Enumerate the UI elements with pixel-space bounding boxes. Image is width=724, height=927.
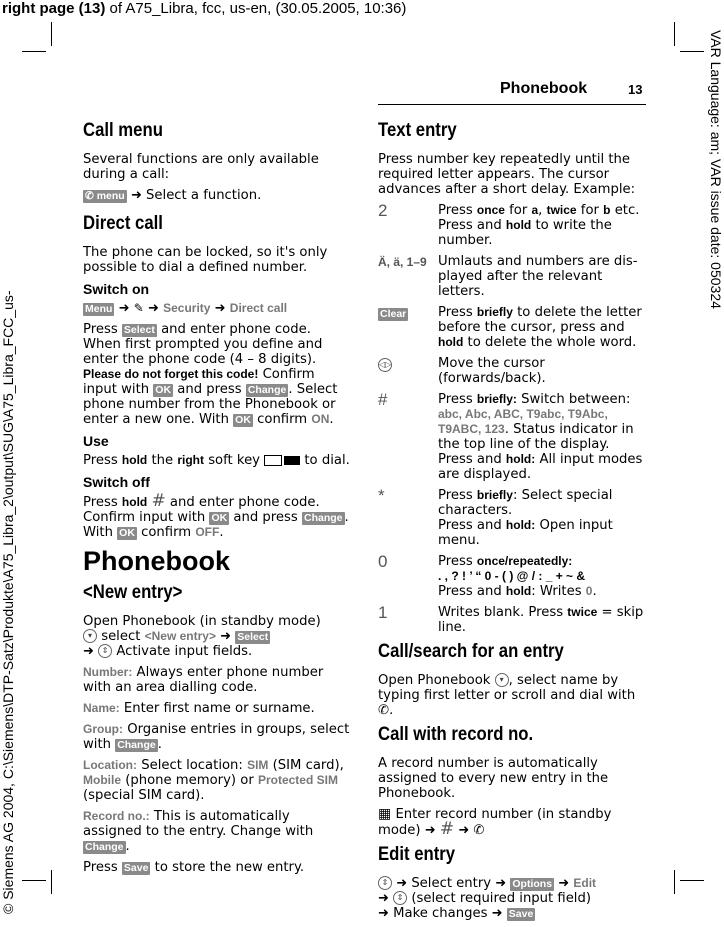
nav-left-right-icon: ◁▷ <box>378 358 392 372</box>
switch-on-heading: Switch on <box>83 281 150 297</box>
softkey-icon <box>264 455 282 466</box>
keypad-icon: ▦ <box>378 806 392 822</box>
call-key-icon: ✆ <box>473 823 485 838</box>
table-row: Ä, ä, 1–9 Umlauts and numbers are displayed after the relevant letters. <box>378 254 638 299</box>
save-line: Press Save to store the new entry. <box>83 860 305 875</box>
header-rule <box>378 104 646 105</box>
call-record-heading: Call with record no. <box>378 724 534 745</box>
table-row: 0 Press once/repeatedly: . , ? ! ’ “ 0 - ( ) @ / : _ + ~ & Press and hold: Writes 0. <box>378 552 597 599</box>
nav-updown-icon: ⇕ <box>393 891 407 905</box>
table-row: 1 Writes blank. Press twice = skip line. <box>378 603 644 635</box>
nav-down-icon: ▾ <box>495 673 509 687</box>
page-title: Phonebook <box>500 80 588 97</box>
vertical-left-note: © Siemens AG 2004, C:\Siemens\DTP-Satz\Produkte\A75_Libra_2\output\SUG\A75_Libra_FCC_us- <box>0 290 16 914</box>
crop-mark <box>51 870 52 894</box>
field-group: Group: Organise entries in groups, select with Change . <box>83 722 350 752</box>
right-column <box>378 120 646 927</box>
text-entry-table <box>378 203 646 641</box>
print-header: right page (13) of A75_Libra, fcc, us-en, (30.05.2005, 10:36) <box>2 0 407 17</box>
crop-mark <box>680 880 704 881</box>
table-row: Clear Press briefly to delete the letter before the cursor, press and hold to delete the whole word. <box>380 305 642 350</box>
use-paragraph: Press hold the right soft key to dial. <box>83 453 350 468</box>
text-entry-body: Press number key repeatedly until the required letter appears. The cursor advances after a short delay. Example: <box>378 152 636 197</box>
field-name: Name: Enter first name or surname. <box>83 701 315 716</box>
call-record-body: A record number is automatically assigned to every new entry in the Phonebook. <box>378 756 609 801</box>
use-heading: Use <box>83 433 109 449</box>
crop-mark <box>674 870 675 894</box>
direct-call-body: The phone can be locked, so it's only possible to dial a defined number. <box>83 245 328 275</box>
edit-entry-steps: ⇕ ➜ Select entry ➜ Options ➜ Edit ➜ ⇕ (select required input field) ➜ Make changes ➜ Save <box>378 876 597 921</box>
call-key-icon: ✆ <box>378 703 390 718</box>
crop-mark <box>22 51 46 52</box>
call-menu-body: Several functions are only available during a call: <box>83 152 319 182</box>
call-menu-line: ✆ menu ➜ Select a function. <box>85 188 262 203</box>
call-menu-key: ✆ menu <box>85 190 125 202</box>
nav-down-icon: ▾ <box>83 629 97 643</box>
crop-mark <box>51 22 52 46</box>
crop-mark <box>22 880 46 881</box>
call-menu-heading: Call menu <box>83 120 163 141</box>
switch-off-heading: Switch off <box>83 474 150 490</box>
phonebook-heading: Phonebook <box>83 546 230 576</box>
direct-call-path: Menu ➜ ✎ ➜ Security ➜ Direct call <box>85 301 288 316</box>
crop-mark <box>680 51 704 52</box>
switch-off-paragraph: Press hold # and enter phone code. Confirm input with OK and press Change . With OK confirm OFF. <box>83 491 349 540</box>
table-row: * Press briefly: Select special characters. Press and hold: Open input menu. <box>378 486 613 548</box>
new-entry-steps: Open Phonebook (in standby mode) ▾ select <New entry> ➜ Select ➜ ⇕ Activate input fields. <box>83 614 321 659</box>
table-row: # Press briefly: Switch between: abc, Abc, ABC, T9abc, T9Abc, T9ABC, 123. Status indicator in the top line of the display. Press and hold: All input modes are displayed. <box>378 390 643 482</box>
new-entry-heading: <New entry> <box>83 582 183 603</box>
field-number: Number: Always enter phone number with an area dialling code. <box>83 665 324 695</box>
field-record-no: Record no.: This is automatically assigned to the entry. Change with Change . <box>83 809 314 854</box>
edit-entry-heading: Edit entry <box>378 844 456 865</box>
text-entry-heading: Text entry <box>378 120 457 141</box>
nav-updown-icon: ⇕ <box>378 876 392 890</box>
crop-mark <box>674 22 675 46</box>
field-location: Location: Select location: SIM (SIM card), Mobile (phone memory) or Protected SIM (special SIM card). <box>83 758 344 803</box>
call-record-line: ▦ Enter record number (in standby mode) ➜ # ➜ ✆ <box>378 806 612 839</box>
table-row: 2 Press once for a, twice for b etc. Press and hold to write the number. <box>378 201 640 248</box>
call-search-heading: Call/search for an entry <box>378 641 564 662</box>
arrow-icon: ➜ <box>130 188 142 203</box>
direct-call-paragraph: Press Select and enter phone code. When first prompted you define and enter the phone code (4 – 8 digits). Please do not forget this code! Confirm input with OK and press Change . Select phone number from the Phonebook or enter a new one. With OK confirm ON. <box>83 322 338 427</box>
page-number: 13 <box>628 82 643 97</box>
vertical-right-note: VAR Language: am; VAR issue date: 050324 <box>708 30 724 309</box>
left-column <box>83 120 351 881</box>
direct-call-heading: Direct call <box>83 213 163 234</box>
table-row: ◁▷ Move the cursor (forwards/back). <box>379 356 546 386</box>
settings-icon: ✎ <box>133 301 144 315</box>
call-search-body: Open Phonebook ▾ , select name by typing first letter or scroll and dial with ✆. <box>378 673 636 718</box>
nav-updown-icon: ⇕ <box>98 644 112 658</box>
